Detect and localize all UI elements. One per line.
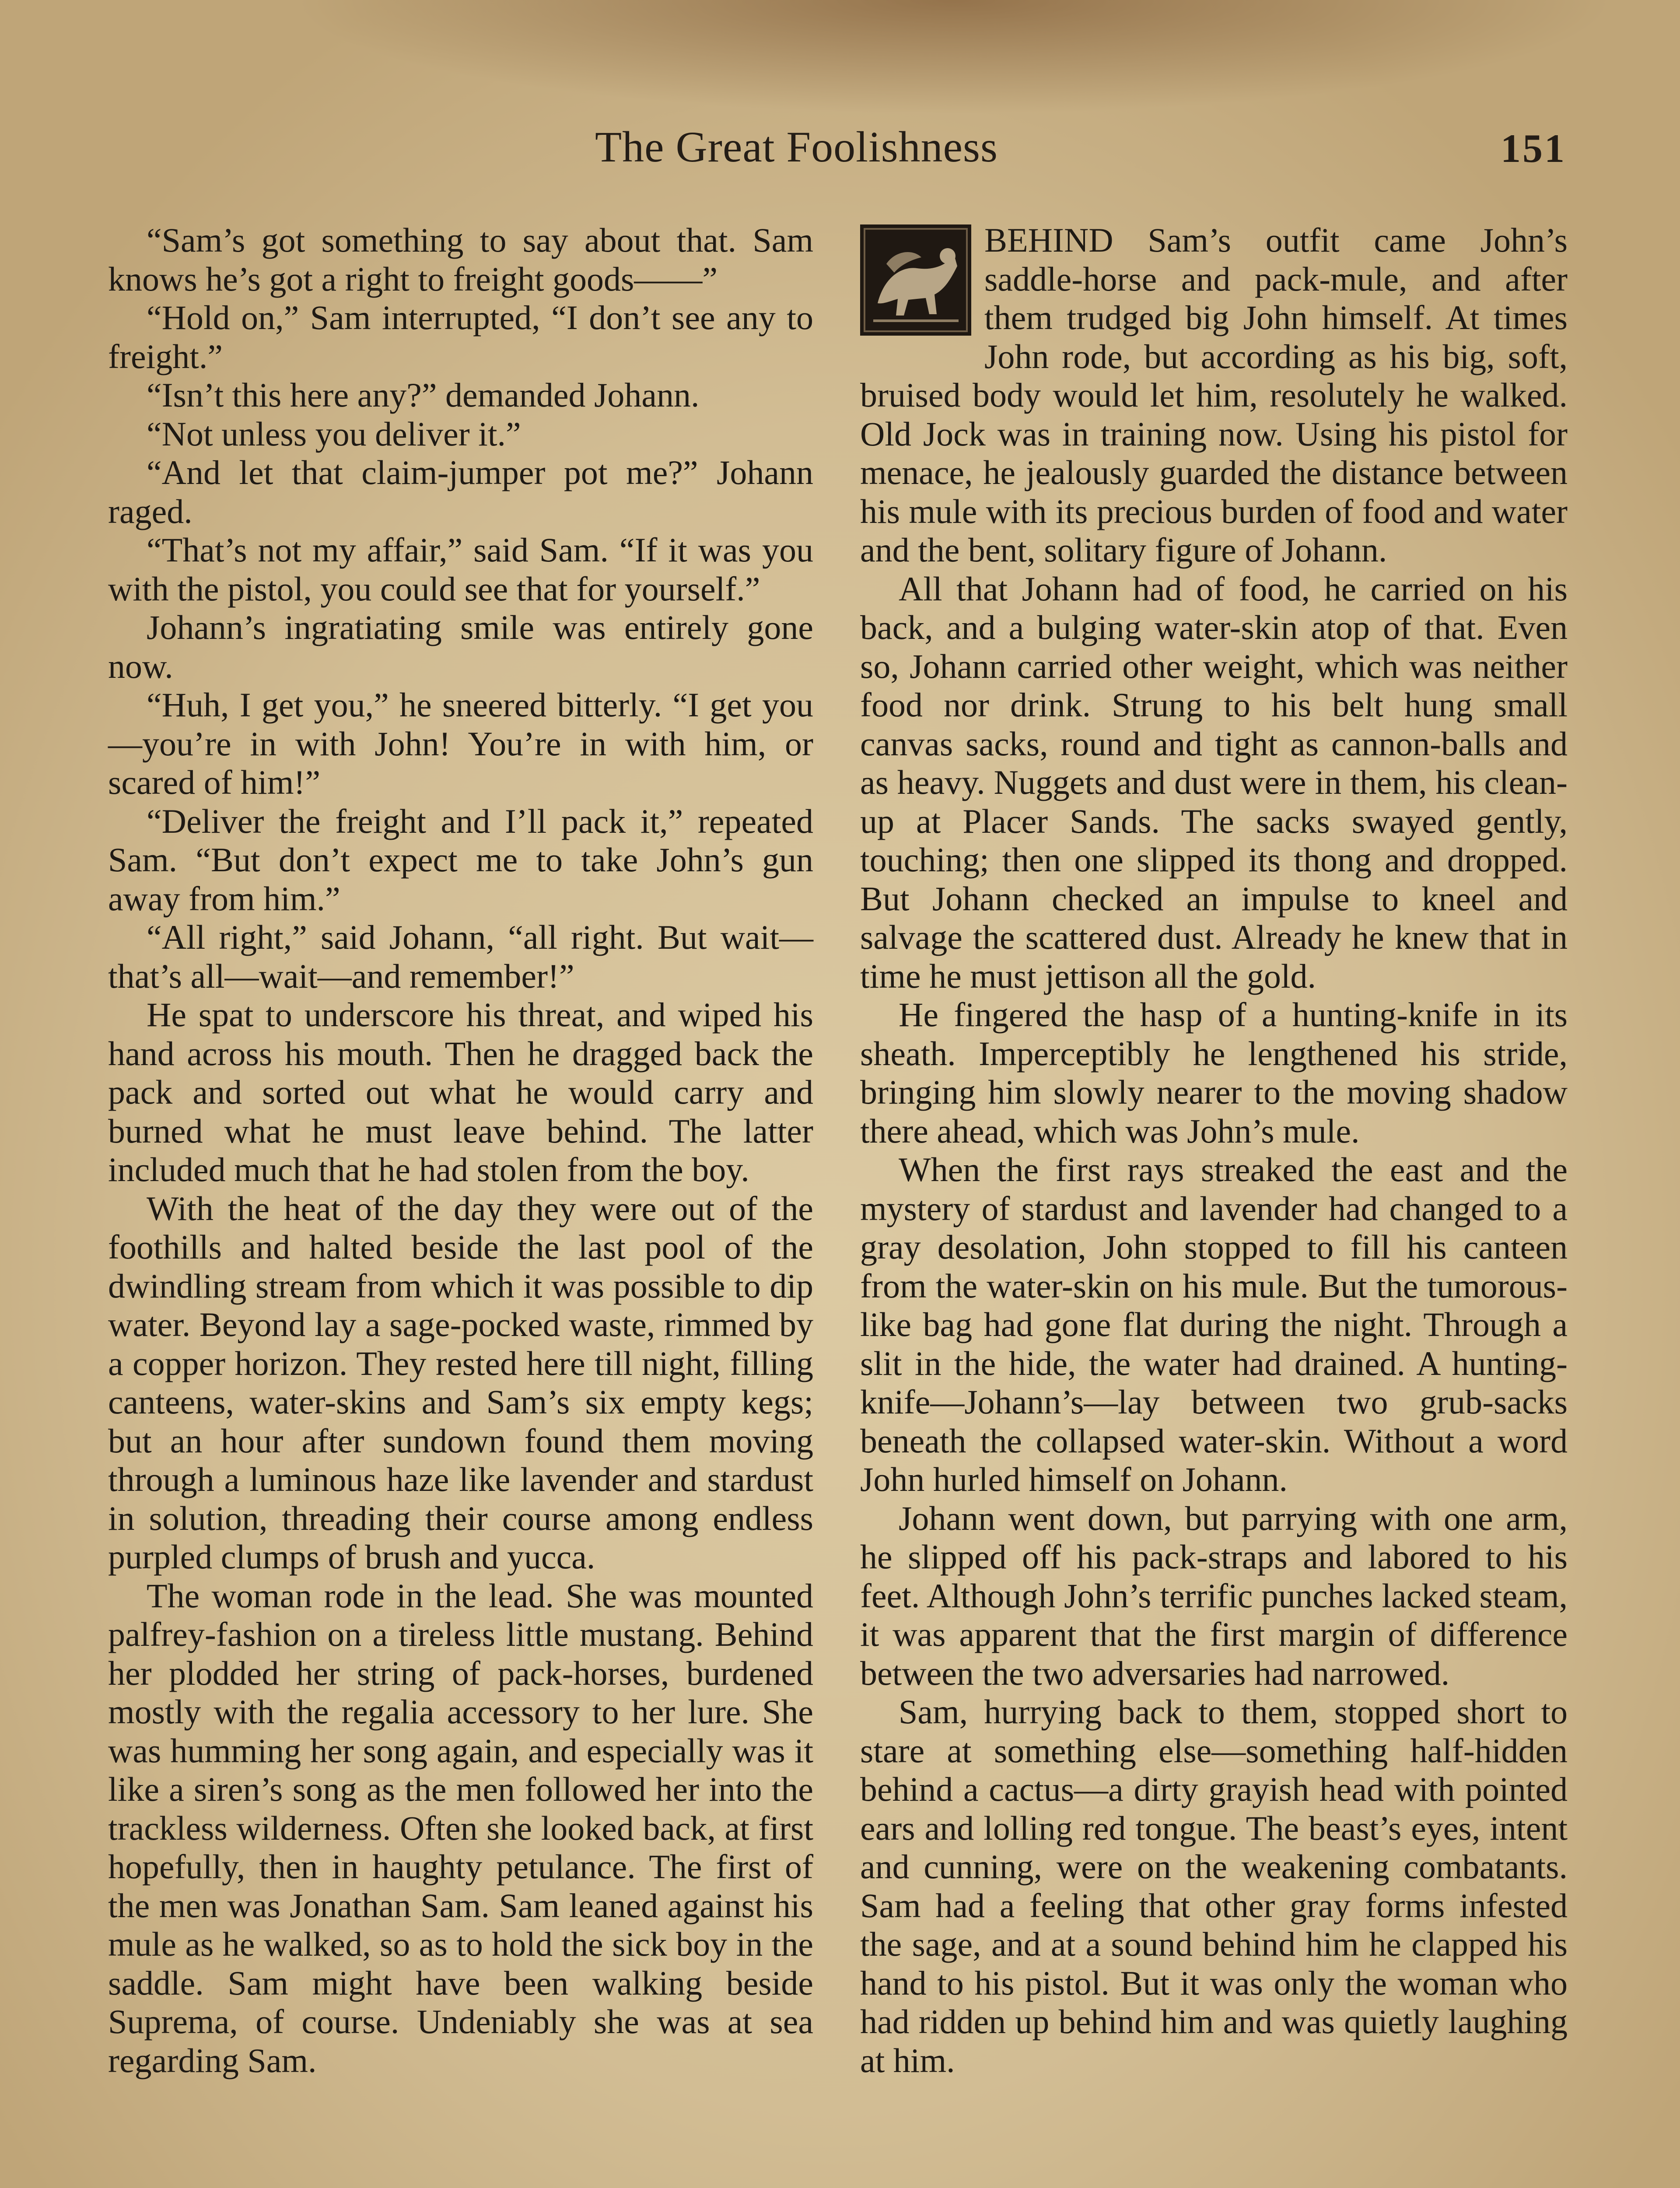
right-column xyxy=(860,221,1568,2080)
paragraph: BEHIND Sam’s outfit came John’s saddle-horse and pack-mule, and after them trudged big John himself. At times John rode, but according as his big, soft, bruised body would let him, resolutely he walked. Old Jock was in training now. Using his pistol for menace, he jealously guarded the distance between his mule with its precious burden of food and water and the bent, solitary figure of Johann. xyxy=(860,221,1568,569)
paragraph: With the heat of the day they were out of the foothills and halted beside the last pool of the dwindling stream from which it was possible to dip water. Beyond lay a sage-pocked waste, rimmed by a copper horizon. They rested here till night, filling canteens, water-skins and Sam’s six empty kegs; but an hour after sundown found them moving through a luminous haze like lavender and stardust in solution, threading their course among endless purpled clumps of brush and yucca. xyxy=(108,1189,813,1576)
paragraph: Johann went down, but parrying with one arm, he slipped off his pack-straps and labored to his feet. Although John’s terrific punches lacked steam, it was apparent that the first margin of difference between the two adversaries had narrowed. xyxy=(860,1499,1568,1692)
left-column xyxy=(108,221,813,2080)
paragraph: “Huh, I get you,” he sneered bitterly. “I get you—you’re in with John! You’re in with him, or scared of him!” xyxy=(108,686,813,801)
paragraph: “That’s not my affair,” said Sam. “If it was you with the pistol, you could see that for yourself.” xyxy=(108,531,813,608)
paragraph: Johann’s ingratiating smile was entirely gone now. xyxy=(108,608,813,685)
running-title: The Great Foolishness xyxy=(595,123,998,171)
page-number: 151 xyxy=(1501,126,1566,171)
paragraph: “Not unless you deliver it.” xyxy=(147,414,521,453)
paragraph: He spat to underscore his threat, and wiped his hand across his mouth. Then he dragged back the pack and sorted out what he would carry and burned what he must leave behind. The latter included much that he had stolen from the boy. xyxy=(108,996,813,1189)
paragraph: All that Johann had of food, he carried on his back, and a bulging water-skin atop of that. Even so, Johann carried other weight, which was neither food nor drink. Strung to his belt hung small canvas sacks, round and tight as cannon-balls and as heavy. Nuggets and dust were in them, his clean-up at Placer Sands. The sacks swayed gently, touching; then one slipped its thong and dropped. But Johann checked an impulse to kneel and salvage the scattered dust. Already he knew that in time he must jettison all the gold. xyxy=(860,569,1568,995)
paragraph: When the first rays streaked the east and the mystery of stardust and lavender had changed to a gray desolation, John stopped to fill his canteen from the water-skin on his mule. But the tumorous-like bag had gone flat during the night. Through a slit in the hide, the water had drained. A hunting-knife—Johann’s—lay between two grub-sacks beneath the collapsed water-skin. Without a word John hurled himself on Johann. xyxy=(860,1150,1568,1498)
initial-illustration-icon xyxy=(860,224,971,336)
running-head xyxy=(0,122,1680,183)
decorative-initial-illustration-icon xyxy=(860,224,971,336)
paragraph: “And let that claim-jumper pot me?” Johann raged. xyxy=(108,453,813,530)
paragraph: “All right,” said Johann, “all right. But wait—that’s all—wait—and remember!” xyxy=(108,918,813,995)
paragraph: The woman rode in the lead. She was mounted palfrey-fashion on a tireless little mustang. Behind her plodded her string of pack-horses, burdened mostly with the regalia accessory to her lure. She was humming her song again, and especially was it like a siren’s song as the men followed her into the trackless wilderness. Often she looked back, at first hopefully, then in haughty petulance. The first of the men was Jonathan Sam. Sam leaned against his mule as he walked, so as to hold the sick boy in the saddle. Sam might have been walking beside Suprema, of course. Undeniably she was at sea regarding Sam. xyxy=(108,1576,813,2079)
paragraph: “Isn’t this here any?” demanded Johann. xyxy=(147,376,700,414)
paragraph: “Hold on,” Sam interrupted, “I don’t see any to freight.” xyxy=(108,298,813,375)
paragraph: Sam, hurrying back to them, stopped short to stare at something else—something half-hidden behind a cactus—a dirty grayish head with pointed ears and lolling red tongue. The beast’s eyes, intent and cunning, were on the weakening combatants. Sam had a feeling that other gray forms infested the sage, and at a sound behind him he clapped his hand to his pistol. But it was only the woman who had ridden up behind him and was quietly laughing at him. xyxy=(860,1693,1568,2079)
paragraph: “Deliver the freight and I’ll pack it,” repeated Sam. “But don’t expect me to take John’s gun away from him.” xyxy=(108,802,813,918)
paragraph: “Sam’s got something to say about that. Sam knows he’s got a right to freight goods——” xyxy=(108,221,813,298)
paragraph: He fingered the hasp of a hunting-knife in its sheath. Imperceptibly he lengthened his stride, bringing him slowly nearer to the moving shadow there ahead, which was John’s mule. xyxy=(860,996,1568,1150)
